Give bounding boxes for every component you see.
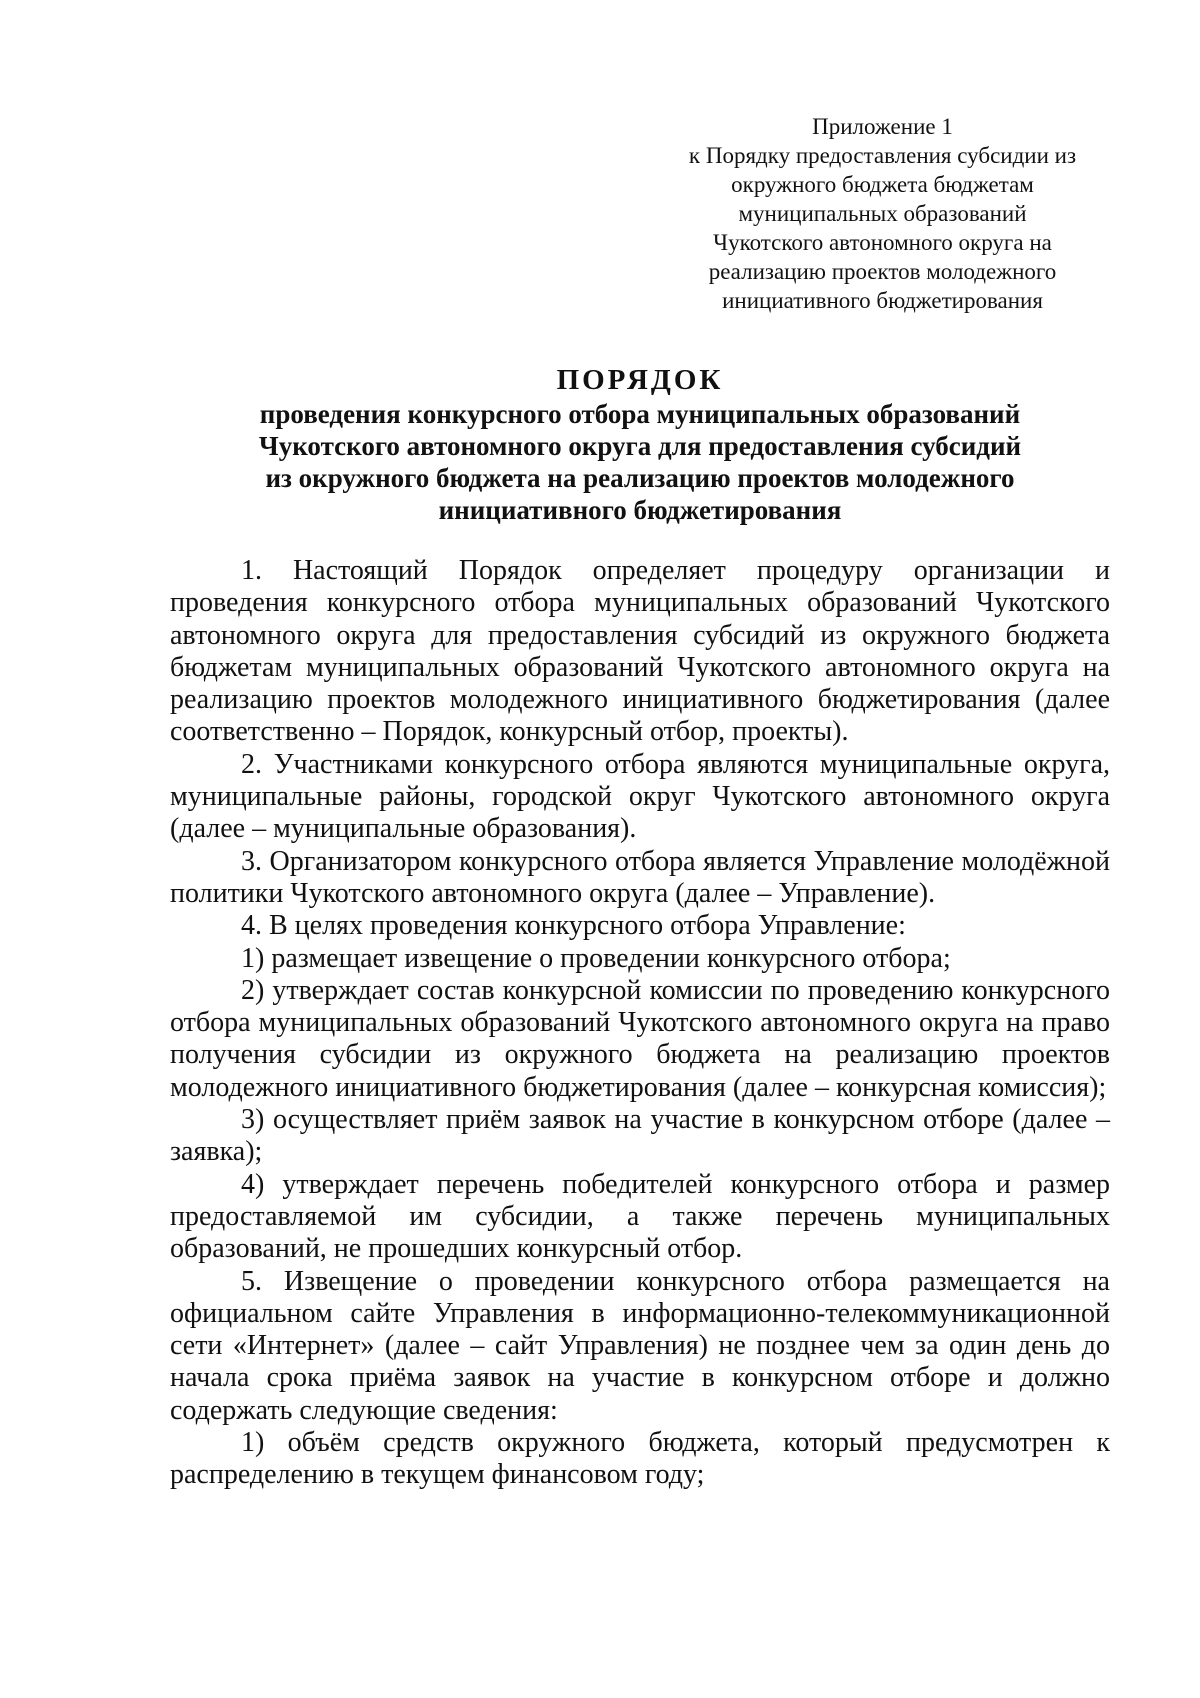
paragraph-1: 1. Настоящий Порядок определяет процедуру организации и проведения конкурсного отбора муниципальных образований Чукотского автономного округа для предоставления субсидий из окружного бюджета бюджетам муниципальных образований Чукотского автономного округа на реализацию проектов молодежного инициативного бюджетирования (далее соответственно – Порядок, конкурсный отбор, проекты). bbox=[170, 555, 1110, 748]
document-heading bbox=[170, 362, 1110, 526]
document-subtitle bbox=[170, 398, 1110, 526]
appendix-line: муниципальных образований bbox=[738, 201, 1027, 226]
appendix-line: реализацию проектов молодежного bbox=[708, 259, 1057, 284]
paragraph-5: 5. Извещение о проведении конкурсного отбора размещается на официальном сайте Управления в информационно-телекоммуникационной сети «Интернет» (далее – сайт Управления) не позднее чем за один день до начала срока приёма заявок на участие в конкурсном отборе и должно содержать следующие сведения: bbox=[170, 1265, 1110, 1426]
list-item-4-4: 4) утверждает перечень победителей конкурсного отбора и размер предоставляемой им субсидии, а также перечень муниципальных образований, не прошедших конкурсный отбор. bbox=[170, 1168, 1110, 1265]
subtitle-line: из окружного бюджета на реализацию проектов молодежного bbox=[265, 463, 1015, 493]
subtitle-line: проведения конкурсного отбора муниципальных образований bbox=[259, 399, 1021, 429]
appendix-line: Приложение 1 bbox=[812, 114, 953, 139]
subtitle-line: инициативного бюджетирования bbox=[438, 495, 842, 525]
appendix-note bbox=[655, 112, 1110, 315]
appendix-line: инициативного бюджетирования bbox=[722, 288, 1043, 313]
document-title: ПОРЯДОК bbox=[556, 364, 724, 396]
appendix-line: окружного бюджета бюджетам bbox=[731, 172, 1034, 197]
list-item-4-3: 3) осуществляет приём заявок на участие в конкурсном отборе (далее – заявка); bbox=[170, 1104, 1110, 1168]
paragraph-3: 3. Организатором конкурсного отбора является Управление молодёжной политики Чукотского автономного округа (далее – Управление). bbox=[170, 845, 1110, 909]
appendix-line: Чукотского автономного округа на bbox=[713, 230, 1052, 255]
appendix-line: к Порядку предоставления субсидии из bbox=[688, 143, 1077, 168]
paragraph-4: 4. В целях проведения конкурсного отбора Управление: bbox=[241, 910, 906, 942]
subtitle-line: Чукотского автономного округа для предоставления субсидий bbox=[258, 431, 1022, 461]
list-item-4-1: 1) размещает извещение о проведении конкурсного отбора; bbox=[241, 942, 951, 974]
list-item-4-2: 2) утверждает состав конкурсной комиссии по проведению конкурсного отбора муниципальных образований Чукотского автономного округа на право получения субсидии из окружного бюджета на реализацию проектов молодежного инициативного бюджетирования (далее – конкурсная комиссия); bbox=[170, 974, 1110, 1103]
paragraph-2: 2. Участниками конкурсного отбора являются муниципальные округа, муниципальные районы, городской округ Чукотского автономного округа (далее – муниципальные образования). bbox=[170, 748, 1110, 845]
list-item-5-1: 1) объём средств окружного бюджета, который предусмотрен к распределению в текущем финансовом году; bbox=[170, 1427, 1110, 1491]
document-body bbox=[170, 555, 1110, 1492]
